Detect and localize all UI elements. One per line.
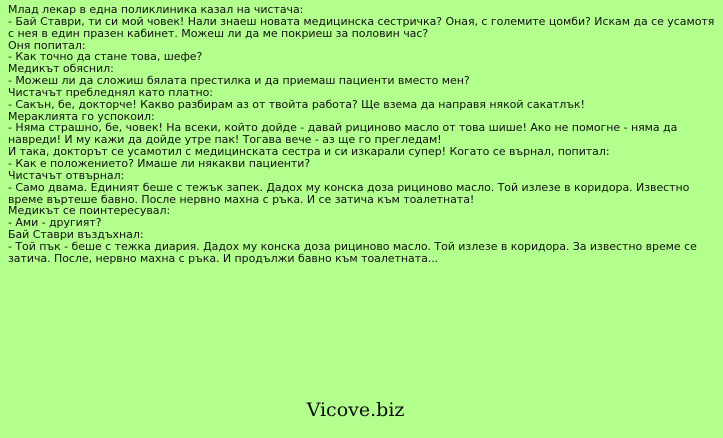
joke-line: - Ами - другият? (8, 216, 102, 230)
joke-text (8, 4, 718, 265)
joke-line: Чистачът отвърнал: (8, 168, 125, 182)
site-watermark: Vicove.biz (306, 399, 405, 421)
joke-line: Оня попитал: (8, 38, 86, 52)
joke-line: Медикът обяснил: (8, 62, 114, 76)
joke-line: - Как точно да стане това, шефе? (8, 50, 203, 64)
joke-line: - Сакън, бе, докторче! Какво разбирам аз от твойта работа? Ще взема да направя някой сакатлък! (8, 97, 585, 111)
joke-line: - Само двама. Единият беше с тежък запек. Дадох му конска доза рициново масло. Той излезе в коридора. Известно време въртеше бавно. После нервно махна с ръка. И се затича към тоалетната! (8, 180, 690, 206)
joke-line: - Той пък - беше с тежка диария. Дадох му конска доза рициново масло. Той излезе в коридора. За известно време се затича. После, нервно махна с ръка. И продължи бавно към тоалетната... (8, 239, 697, 265)
joke-line: Млад лекар в една поликлиника казал на чистача: (8, 3, 304, 16)
joke-line: - Как е положението? Имаше ли някакви пациенти? (8, 156, 311, 170)
joke-line: И така, докторът се усамотил с медицинската сестра и си изкарали супер! Когато се върнал, попитал: (8, 145, 610, 159)
joke-line: Чистачът пребледнял като платно: (8, 85, 213, 99)
joke-line: Медикът се поинтересувал: (8, 204, 171, 218)
joke-line: Бай Ставри въздъхнал: (8, 228, 144, 242)
joke-line: - Няма страшно, бе, човек! На всеки, който дойде - давай рициново масло от това шише! Ако не помогне - няма да навреди! И му кажи да дойде утре пак! Тогава вече - аз ще го прегледам! (8, 121, 678, 147)
joke-line: - Можеш ли да сложиш бялата престилка и да приемаш пациенти вместо мен? (8, 74, 470, 88)
joke-line: Мераклията го успокоил: (8, 109, 155, 123)
joke-line: - Бай Ставри, ти си мой човек! Нали знаеш новата медицинска сестричка? Оная, с големите цомби? Искам да се усамотя с нея в един празен кабинет. Можеш ли да ме покриеш за половин час? (8, 14, 715, 40)
